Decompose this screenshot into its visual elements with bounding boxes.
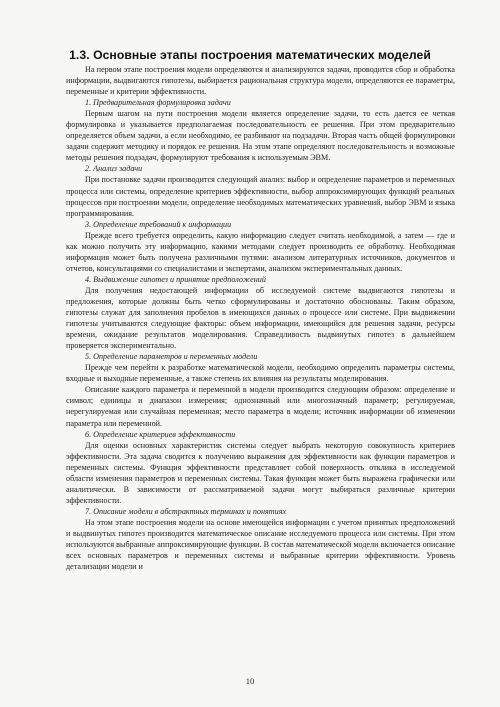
paragraph: Первым шагом на пути построения модели является определение задачи, то есть дается ее четкая формулировка и указывается предполагаемая последовательность ее решения. При этом предварительно определяется объем задачи, а если необходимо, ее разбивают на подзадачи. Вторая часть общей формулировки задачи содержит методику и порядок ее решения. На этом этапе определяют последовательность и возможные методы решения подзадач, формулируют требования к используемым ЭВМ. — [66, 109, 455, 163]
subsection-heading: 1. Предварительная формулировка задачи — [85, 98, 231, 108]
page-number: 10 — [245, 676, 255, 686]
paragraph: Прежде всего требуется определить, какую информацию следует считать необходимой, а затем — где и как можно получить эту информацию, какими методами следует производить ее обработку. Необходимая информация может быть получена различными путями: анализом литературных источников, документов и отчетов, консультациями со специалистами и экспертами, анализом экспериментальных данных. — [66, 230, 455, 273]
paragraph: При постановке задачи производится следующий анализ: выбор и определение параметров и переменных процесса или системы, определение критериев эффективности, выбор аппроксимирующих функций реальных процессов при построении модели, определение необходимых математических уравнений, выбор ЭВМ и языка программирования. — [66, 175, 455, 218]
paragraph: Для получения недостающей информации об исследуемой системе выдвигаются гипотезы и предложения, которые должны быть четко сформулированы и достаточно обоснованы. Таким образом, гипотезы служат для заполнения пробелов в имеющихся данных о процессе или системе. При выдвижении гипотезы учитываются следующие факторы: объем информации, имеющийся для решения задачи, ресурсы времени, ожидание результатов моделирования. Справедливость выдвинутых гипотез в дальнейшем проверяется экспериментально. — [66, 285, 455, 351]
paragraph: На этом этапе построения модели на основе имеющейся информации с учетом принятых предположений и выдвинутых гипотез производится математическое описание исследуемого процесса или системы. При этом используются выбранные аппроксимирующие функции. В состав математической модели включается описание всех основных параметров и переменных системы и выбранные критерии эффективности. Уровень детализации модели и — [66, 517, 455, 572]
subsection-heading: 6. Определение критериев эффективности — [85, 429, 236, 439]
subsection-heading: 5. Определение параметров и переменных модели — [85, 352, 258, 362]
subsection-heading: 4. Выдвижение гипотез и принятие предположений — [85, 274, 266, 284]
paragraph: Описание каждого параметра и переменной в модели производится следующим образом: определение и символ; единицы и диапазон измерения; однозначный или многозначный параметр; регулируемая, нерегулируемая или случайная переменная; место параметра в модели; источник информации об изменении параметра или переменной. — [66, 385, 455, 428]
section-title: 1.3. Основные этапы построения математических моделей — [69, 48, 431, 62]
subsection-heading: 2. Анализ задачи — [85, 164, 143, 174]
subsection-heading: 3. Определение требований к информации — [85, 219, 232, 229]
subsection-heading: 7. Описание модели в абстрактных терминах и понятиях — [85, 506, 287, 516]
paragraph: Прежде чем перейти к разработке математической модели, необходимо определить параметры системы, входные и выходные переменные, а также степень их влияния на результаты моделирования. — [66, 363, 455, 384]
paragraph: На первом этапе построения модели определяются и анализируются задачи, проводится сбор и обработка информации, выдвигаются гипотезы, выбирается рациональная структура модели, определяются ее параметры, переменные и критерии эффективности. — [66, 65, 455, 97]
paragraph: Для оценки основных характеристик системы следует выбрать некоторую совокупность критериев эффективности. Эта задача сводится к получению выражения для эффективности как функции параметров и переменных системы. Функция эффективности представляет собой поверхность отклика в исследуемой области изменения параметров и переменных системы. Такая функция может быть выражена графически или аналитически. В зависимости от рассматриваемой задачи могут выбираться различные критерии эффективности. — [66, 440, 455, 505]
document-body — [66, 64, 455, 572]
